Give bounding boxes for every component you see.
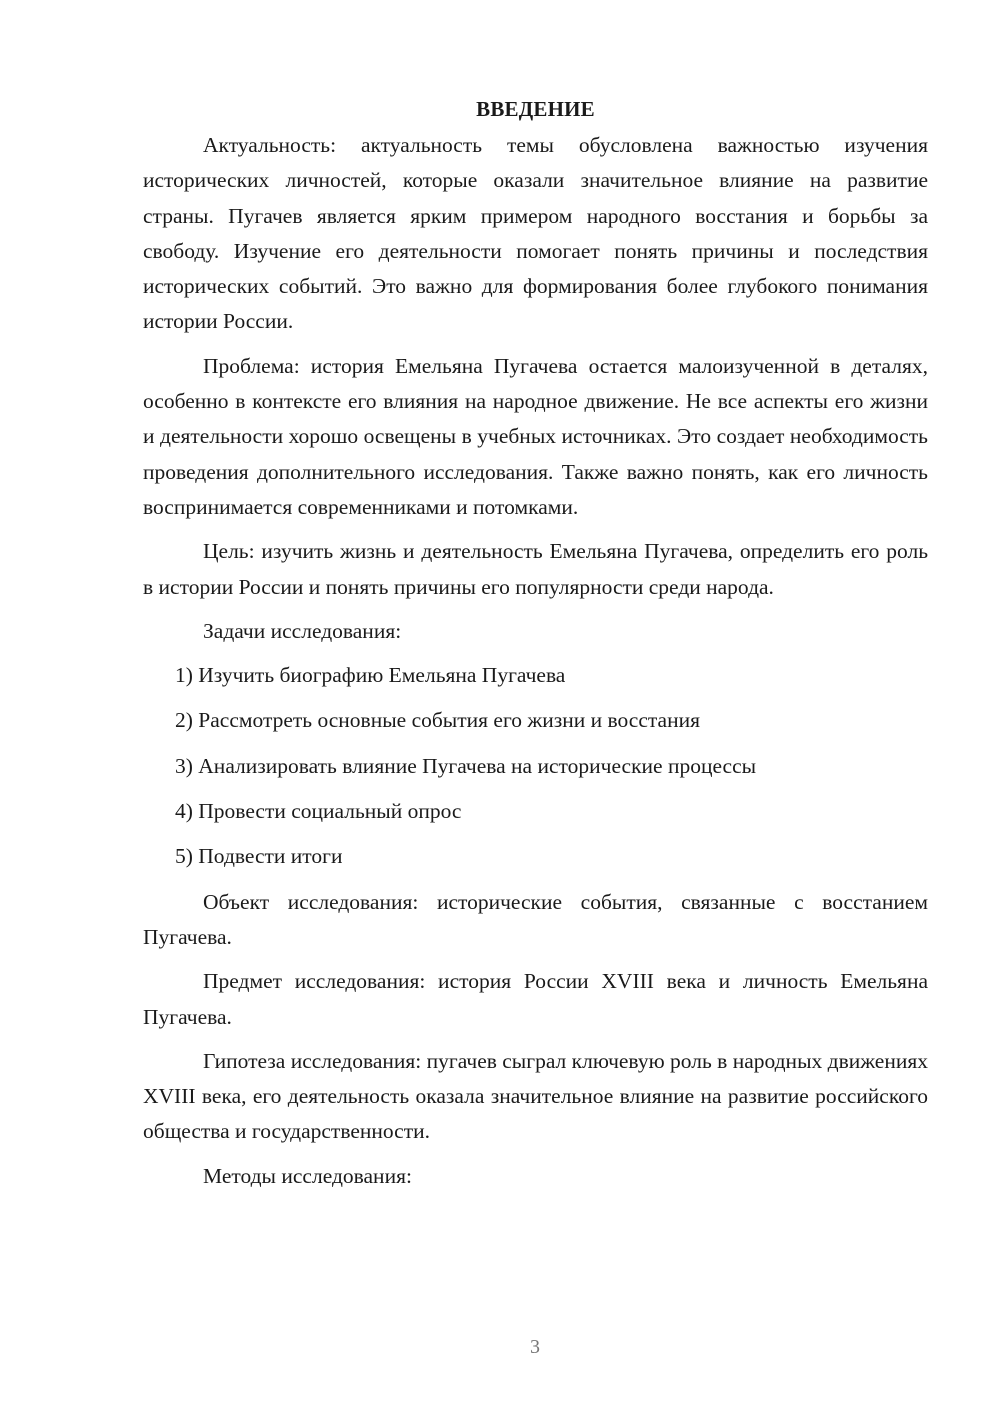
section-heading: ВВЕДЕНИЕ	[476, 97, 595, 121]
page-content	[143, 92, 928, 1194]
methods-title: Методы исследования:	[203, 1163, 412, 1188]
task-item-2: 2) Рассмотреть основные события его жизни и восстания	[175, 708, 700, 733]
task-item-5: 5) Подвести итоги	[175, 844, 343, 869]
subject-paragraph: Предмет исследования: история России XVIII века и личность Емельяна Пугачева.	[143, 969, 928, 1029]
hypothesis-paragraph: Гипотеза исследования: пугачев сыграл ключевую роль в народных движениях XVIII века, его деятельность оказала значительное влияние на развитие российского общества и государственности.	[143, 1048, 928, 1144]
tasks-list	[143, 658, 928, 874]
task-item-4: 4) Провести социальный опрос	[175, 799, 462, 824]
page-number: 3	[530, 1336, 540, 1358]
tasks-title: Задачи исследования:	[203, 618, 402, 643]
object-paragraph: Объект исследования: исторические события, связанные с восстанием Пугачева.	[143, 889, 928, 949]
task-item-3: 3) Анализировать влияние Пугачева на исторические процессы	[175, 753, 757, 778]
relevance-paragraph: Актуальность: актуальность темы обусловлена важностью изучения исторических личностей, которые оказали значительное влияние на развитие страны. Пугачев является ярким примером народного восстания и борьбы за свободу. Изучение его деятельности помогает понять причины и последствия исторических событий. Это важно для формирования более глубокого понимания истории России.	[143, 133, 928, 334]
task-item-1: 1) Изучить биографию Емельяна Пугачева	[175, 663, 566, 688]
goal-paragraph: Цель: изучить жизнь и деятельность Емельяна Пугачева, определить его роль в истории России и понять причины его популярности среди народа.	[143, 539, 928, 599]
problem-paragraph: Проблема: история Емельяна Пугачева остается малоизученной в деталях, особенно в контексте его влияния на народное движение. Не все аспекты его жизни и деятельности хорошо освещены в учебных источниках. Это создает необходимость проведения дополнительного исследования. Также важно понять, как его личность воспринимается современниками и потомками.	[143, 353, 928, 519]
